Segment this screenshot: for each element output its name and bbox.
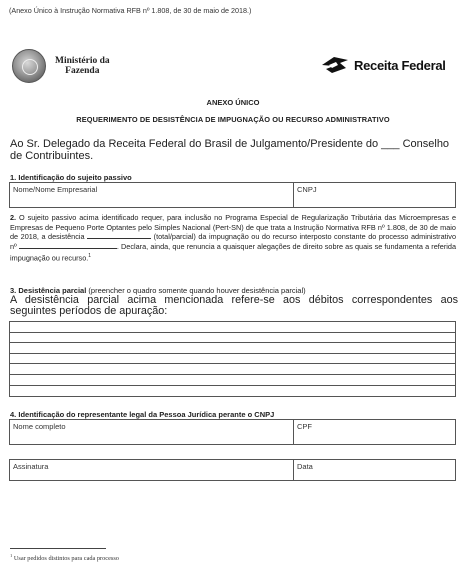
brazil-coat-of-arms-icon <box>12 49 46 83</box>
footnote-rule <box>10 548 106 549</box>
annex-reference-note: (Anexo Único à Instrução Normativa RFB nº 1.808, de 30 de maio de 2018.) <box>9 6 252 15</box>
period-line[interactable] <box>10 354 455 365</box>
section1-title <box>10 173 132 182</box>
taxpayer-cnpj-label: CNPJ <box>297 185 317 194</box>
taxpayer-name-label: Nome/Nome Empresarial <box>13 185 98 194</box>
ministry-logo <box>12 49 110 83</box>
signature-field[interactable] <box>10 460 293 480</box>
section4-title-text: Identificação do representante legal da Pessoa Jurídica perante o CNPJ <box>18 410 275 419</box>
receita-federal-mark-icon <box>320 54 350 76</box>
section4-title <box>10 410 274 419</box>
section1-title-text: Identificação do sujeito passivo <box>18 173 132 182</box>
process-number-blank[interactable] <box>19 248 117 249</box>
taxpayer-name-field[interactable] <box>10 183 293 207</box>
section2-number: 2. <box>10 213 17 222</box>
signature-label: Assinatura <box>13 462 49 471</box>
date-field[interactable] <box>293 460 455 480</box>
period-line[interactable] <box>10 375 455 386</box>
footnote-marker: 1 <box>10 553 13 558</box>
section3-subtitle: (preencher o quadro somente quando houver desistência parcial) <box>88 286 306 295</box>
period-line[interactable] <box>10 343 455 354</box>
period-line[interactable] <box>10 333 455 344</box>
section2-text-a: O sujeito passivo acima identificado requer, para inclusão no Programa Especial de Regularização Tributária das Microempresas e Empresas de Pequeno Porte Optantes pelo Simples Nacional (Pert-SN) de que trata a Instrução Normativa RFB nº 1.808, de 30 de maio de 2018, a desistência <box>10 213 457 242</box>
footnote <box>10 553 119 562</box>
desistance-type-blank[interactable] <box>87 238 151 239</box>
section1-fields <box>9 182 456 208</box>
ministry-name-line1: Ministério da <box>55 56 110 66</box>
ministry-name <box>55 56 110 76</box>
representative-name-field[interactable] <box>10 420 293 444</box>
request-title: REQUERIMENTO DE DESISTÊNCIA DE IMPUGNAÇÃO OU RECURSO ADMINISTRATIVO <box>76 115 390 124</box>
salutation: Ao Sr. Delegado da Receita Federal do Brasil de Julgamento/Presidente do ___ Conselho de Contribuintes. <box>10 138 450 162</box>
representative-cpf-field[interactable] <box>293 420 455 444</box>
representative-cpf-label: CPF <box>297 422 312 431</box>
signature-fields <box>9 459 456 481</box>
period-line[interactable] <box>10 364 455 375</box>
taxpayer-cnpj-field[interactable] <box>293 183 455 207</box>
footnote-text: Usar pedidos distintos para cada processo <box>13 555 119 563</box>
section3-title-text: Desistência parcial <box>18 286 87 295</box>
section2-text-b: (total/parcial) da impugnação ou do recurso interposto constante do processo administrativo nº <box>10 232 457 252</box>
annex-title: ANEXO ÚNICO <box>206 98 260 107</box>
section3-body: A desistência parcial acima mencionada refere-se aos débitos correspondentes aos seguintes períodos de apuração: <box>10 294 458 317</box>
period-line[interactable] <box>10 322 455 333</box>
section4-number: 4. <box>10 410 17 419</box>
periods-table <box>9 321 456 397</box>
representative-fields <box>9 419 456 445</box>
receita-federal-logo <box>320 54 446 76</box>
ministry-name-line2: Fazenda <box>65 66 100 76</box>
representative-name-label: Nome completo <box>13 422 66 431</box>
section2-footnote-ref: 1 <box>88 252 92 259</box>
date-label: Data <box>297 462 313 471</box>
receita-federal-wordmark: Receita Federal <box>354 57 446 73</box>
section2-text-c: . Declara, ainda, que renuncia a quaisquer alegações de direito sobre as quais se fundamenta a referida impugnação ou recurso. <box>10 242 457 263</box>
section3-number: 3. <box>10 286 17 295</box>
section2-paragraph <box>10 213 456 263</box>
section1-number: 1. <box>10 173 17 182</box>
period-line[interactable] <box>10 386 455 397</box>
